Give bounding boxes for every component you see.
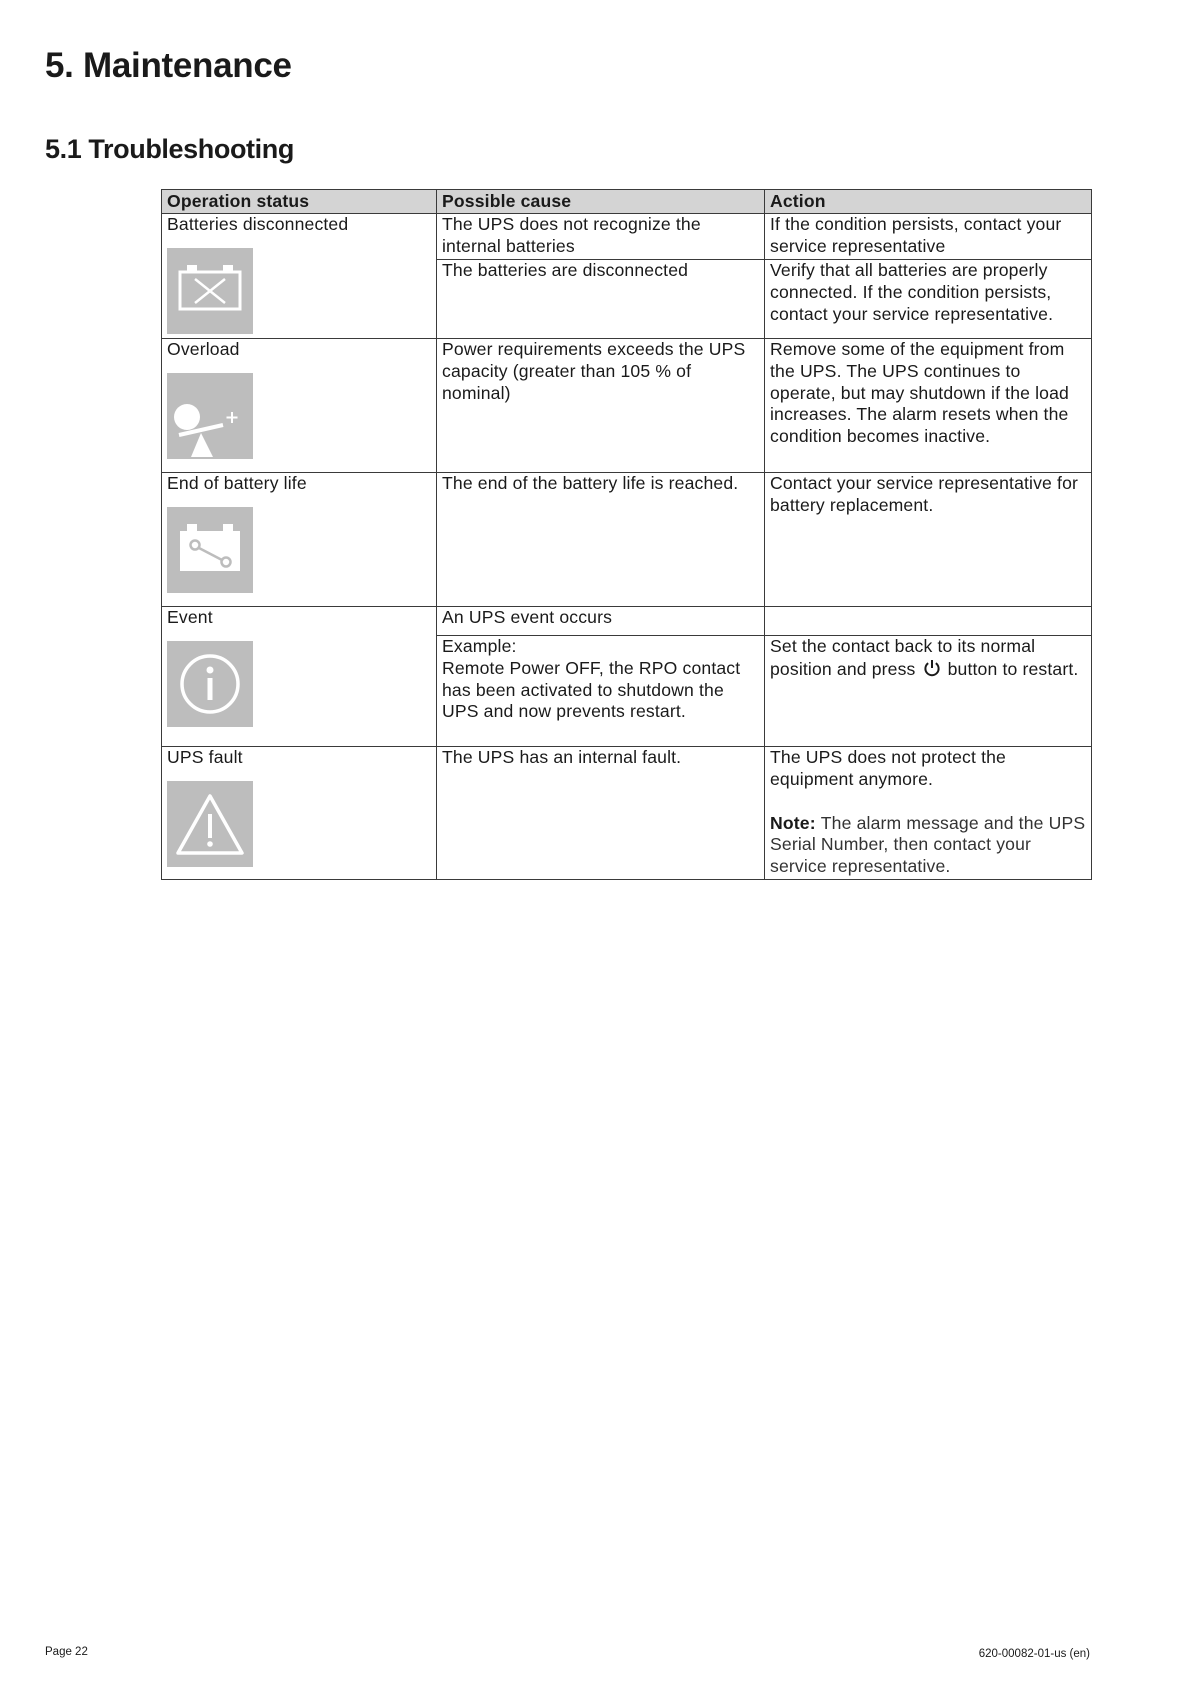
- example-text: Remote Power OFF, the RPO contact has been activated to shutdown the UPS and now prevents restart.: [442, 657, 741, 722]
- battery-disconnected-icon: [167, 248, 253, 334]
- note-text: The alarm message and the UPS Serial Number, then contact your service representative.: [770, 812, 1086, 877]
- status-label: UPS fault: [167, 747, 243, 767]
- example-label: Example:: [442, 636, 517, 656]
- status-label: Batteries disconnected: [167, 214, 349, 234]
- cause-cell: The UPS does not recognize the internal batteries: [437, 214, 765, 260]
- warning-icon: [167, 781, 253, 867]
- action-cell: Verify that all batteries are properly connected. If the condition persists, contact your service representative.: [765, 260, 1092, 339]
- cause-cell: The UPS has an internal fault.: [437, 747, 765, 880]
- action-cell: [765, 636, 1092, 747]
- action-cell: [765, 607, 1092, 636]
- action-text: The UPS does not protect the equipment anymore.: [770, 747, 1006, 789]
- section-title: 5.1 Troubleshooting: [45, 134, 294, 164]
- power-icon: [922, 658, 942, 678]
- action-text-before: Set the contact back to its normal position and press: [770, 636, 1036, 679]
- cause-cell: The end of the battery life is reached.: [437, 473, 765, 607]
- table-row: [162, 214, 1092, 260]
- page-title: 5. Maintenance: [45, 46, 292, 85]
- status-cell: [162, 473, 437, 607]
- note-label: Note:: [770, 812, 816, 833]
- table-row: [162, 747, 1092, 880]
- table-row: [162, 339, 1092, 473]
- action-cell: If the condition persists, contact your service representative: [765, 214, 1092, 260]
- document-id: 620-00082-01-us (en): [978, 1648, 1090, 1660]
- table-row: [162, 607, 1092, 636]
- header-action: Action: [765, 190, 1092, 214]
- page-number: Page 22: [45, 1646, 88, 1658]
- table-row: [162, 473, 1092, 607]
- action-cell: Remove some of the equipment from the UPS. The UPS continues to operate, but may shutdown if the load increases. The alarm resets when the condition becomes inactive.: [765, 339, 1092, 473]
- overload-icon: [167, 373, 253, 459]
- cause-cell: Power requirements exceeds the UPS capacity (greater than 105 % of nominal): [437, 339, 765, 473]
- status-label: End of battery life: [167, 473, 307, 493]
- status-label: Overload: [167, 339, 240, 359]
- cause-cell: The batteries are disconnected: [437, 260, 765, 339]
- status-cell: [162, 607, 437, 747]
- action-text-after: button to restart.: [947, 658, 1079, 679]
- action-cell: Contact your service representative for battery replacement.: [765, 473, 1092, 607]
- cause-cell: [437, 636, 765, 747]
- header-operation-status: Operation status: [162, 190, 437, 214]
- table-header-row: [162, 190, 1092, 214]
- action-cell: [765, 747, 1092, 880]
- header-possible-cause: Possible cause: [437, 190, 765, 214]
- battery-service-icon: [167, 507, 253, 593]
- troubleshooting-table: [161, 189, 1092, 880]
- status-cell: [162, 747, 437, 880]
- status-cell: [162, 339, 437, 473]
- info-icon: [167, 641, 253, 727]
- status-cell: [162, 214, 437, 339]
- cause-cell: An UPS event occurs: [437, 607, 765, 636]
- status-label: Event: [167, 607, 213, 627]
